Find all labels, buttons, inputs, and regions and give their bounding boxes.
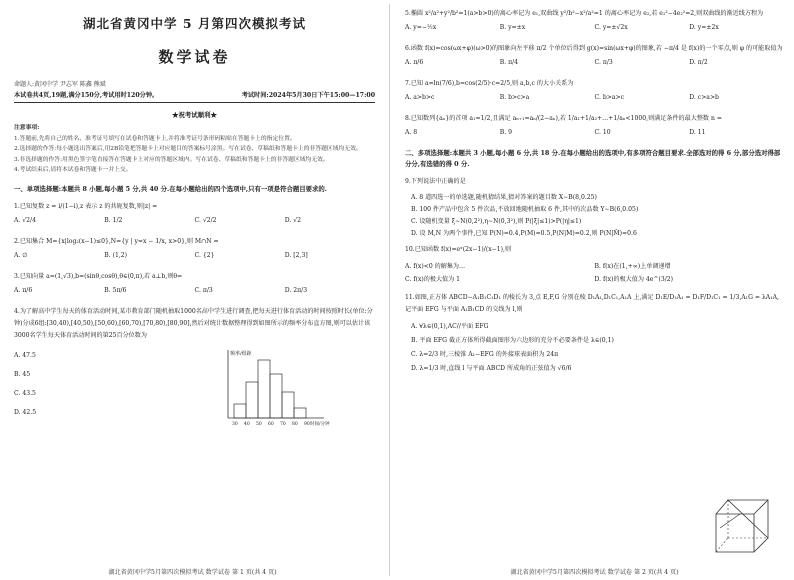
x-tick-label: 80 [292,421,298,427]
cube-edge [754,500,768,514]
page-divider [389,4,390,576]
option: C. √2/2 [194,216,217,224]
option: B. 1/2 [104,216,123,224]
x-tick-label: 60 [268,421,274,427]
question-11-options [411,320,711,376]
option: C. f(x)的极大值为 1 [405,276,461,283]
x-tick-label: 30 [232,421,238,427]
option: C. 43.5 [14,389,36,397]
option: C. π/3 [594,59,613,66]
option: C. π/3 [194,286,213,294]
option: D. c>a>b [689,94,719,101]
question-2-options [14,252,375,259]
authors-line: 命题人:黄冈中学 尹志军 陈鑫 熊斌 [14,81,106,88]
question-8: 8.已知数列{aₙ}的首项 a₁=1/2,且满足 aₙ₊₁=aₙ/(2−aₙ),若 1/a₁+1/a₂+…+1/aₙ<1000,则满足条件的最大整数 n = [405,115,722,122]
option: C. b>a>c [594,94,624,101]
question-5: 5.椭圆 x²/a²+y²/b²=1(a>b>0)的离心率记为 e₁,双曲线 y²/b²−x²/a²=1 的离心率记为 e₂,若 e₁²−4e₂²=2,则双曲线的渐近线方程为 [405,10,764,17]
option: B. 45 [14,370,31,378]
option: A. 8 道四选一的单选题,随机猜结果,猜对答案的题目数 X∼B(8,0.25) [411,194,597,201]
y-axis-label: 频率/组距 [230,350,252,357]
question-6-options [405,59,784,66]
option: D. 2π/3 [284,286,308,294]
question-4-body [14,346,375,428]
option: B. 平面 EFG 截正方体所得截面图形为六边形的充分不必要条件是 λ∈(0,1) [411,337,614,344]
section-1-heading: 一、单项选择题:本题共 8 小题,每小题 5 分,共 40 分.在每小题给出的四个选项中,只有一项是符合题目要求的. [14,184,328,193]
question-6: 6.函数 f(x)=cos(ωx+φ)(ω>0)的图象向左平移 π/2 个单位后得到 g(x)=sin(ωx+φ)的图象,若 −π/4 是 f(x)的一个零点,则 φ 的可能取值为 [405,45,783,52]
histogram-bar [258,360,270,418]
exam-info [14,90,375,103]
option: B. y=±x [499,24,526,31]
question-7-options [405,94,784,101]
frequency-histogram [214,346,334,428]
option: A. y=−½x [405,24,437,31]
notice-item: 1.答题前,先将自己的姓名、准考证号填写在试卷和答题卡上,并将准考证号条形码粘贴在答题卡上的指定位置。 [14,135,296,142]
option: C. λ=2/3 时,三棱锥 A₁−EFG 的外接球表面积为 24π [411,351,559,358]
notice-header: 注意事项: [14,125,40,131]
notice-title: ★祝考试顺利★ [172,111,217,119]
notice-item: 2.选择题的作答:每小题选出答案后,用2B铅笔把答题卡上对应题目的答案标号涂黑。写在试卷、草稿纸和答题卡上的非答题区域均无效。 [14,146,362,152]
question-10: 10.已知函数 f(x)=eˣ(2x−1)/(x−1),则 [405,246,512,253]
histogram-bar [282,392,294,418]
question-7: 7.已知 a=ln(7/6),b=cos(2/5)·c=2/5,则 a,b,c 的大小关系为 [405,80,574,87]
notice-item: 4.考试结束后,请将本试卷和答题卡一并上交。 [14,167,132,173]
option: C. 10 [594,129,611,136]
cube-hidden-edge [716,538,728,552]
option: C. y=±√2x [594,24,628,31]
x-tick-label: 50 [256,421,262,427]
option: B. f(x)在(1,+∞)上单调递增 [594,263,671,270]
question-2: 2.已知集合 M={x|log₂(x−1)≤0},N={y | y=x − 1/x, x>0},则 M∩N = [14,237,219,245]
question-11: 11.如图,正方体 ABCD−A₁B₁C₁D₁ 的棱长为 3,点 E,F,G 分别在棱 D₁A₁,D₁C₁,A₁A 上,满足 D₁E/D₁A₁ = D₁F/D₁C₁ = 1/3,A₁G = λA₁A,记平面 EFG 与平面 A₁B₁CD 的交线为 l,则 [405,294,779,313]
question-3: 3.已知向量 a=(1,√3),b=(sinθ,cosθ),θ∈(0,π),若 a⊥b,则θ= [14,272,183,280]
question-3-options [14,287,375,294]
page-1 [0,0,385,580]
question-10-options [405,260,784,286]
section-line [720,514,740,528]
exam-title: 湖北省黄冈中学 5 月第四次模拟考试 [83,16,306,31]
page-footer: 湖北省黄冈中学5月第四次模拟考试 数学试卷 第 1 页(共 4 页) [108,569,277,576]
histogram-bar [294,408,306,418]
x-tick-label: 90 [304,421,310,427]
x-tick-label: 40 [244,421,250,427]
option: B. 5π/6 [104,286,127,294]
cube-figure [710,492,776,558]
option: A. ∀λ∈(0,1),AC//平面 EFG [411,323,489,330]
option: A. a>b>c [405,94,435,101]
exam-info-right: 考试时间:2024年5月30日下午15:00—17:00 [241,92,375,99]
question-4-options [14,346,214,428]
option: D. 设 M,N 为两个事件,已知 P(N)=0.4,P(M)=0.5,P(N|M)=0.2,则 P(N|M̄)=0.6 [411,230,637,237]
option: D. λ=1/3 时,直线 l 与平面 ABCD 所成角的正弦值为 √6/6 [411,365,572,372]
question-5-options [405,24,784,31]
option: A. f(x)<0 的解集为… [405,263,466,270]
option: D. y=±2x [689,24,719,31]
subject-title: 数学试卷 [158,48,231,66]
option: D. √2 [284,216,302,224]
option: C. {2} [194,251,215,259]
option: A. 8 [405,129,418,136]
option: A. π/6 [405,59,424,66]
question-1: 1.已知复数 z = i/(1−i),z 表示 z 的共轭复数,则|z| = [14,202,158,210]
notice-item: 3.非选择题的作答:用黑色签字笔直接答在答题卡上对应的答题区域内。写在试卷、草稿纸和答题卡上的非答题区域均无效。 [14,156,329,163]
option: B. 100 件产品中包含 5 件次品,不放回地随机抽取 6 件,其中的次品数 Y∼B(6,0.05) [411,206,639,213]
question-1-options [14,217,375,224]
question-4: 4.为了解高中学生每天的体育活动时间,某市教育部门随机抽取1000名高中学生进行调查,把每天进行体育活动的时间按照时长(单位:分钟)分成6组:[30,40),[40,50),[50,60),[60,70),[70,80),[80,90],然后对统计数据整理得到如图所示的频率分布直方图,则可以估计该3000名学生每天体育活动时间的第25百分位数为 [14,307,373,339]
option: A. π/6 [14,286,33,294]
option: B. π/4 [499,59,519,66]
histogram-bar [246,382,258,418]
option: B. (1,2) [104,251,128,259]
question-9-options [411,192,784,240]
option: D. [2,3] [284,251,308,259]
option: D. f(x)的极大值为 4e^(3/2) [594,276,674,283]
cube-edge [716,500,728,514]
option: C. 设随机变量 ξ∼N(0,2²),η∼N(0,3²),则 P(|ξ|≤1)>P(|η|≤1) [411,218,582,225]
option: D. π/2 [689,59,708,66]
cube-edge [754,538,768,552]
histogram-bar [270,374,282,418]
option: A. √2/4 [14,216,36,224]
option: A. ∅ [14,251,28,259]
page-2 [395,0,794,580]
histogram-bar [234,404,246,418]
question-8-options [405,129,784,136]
notice-block [14,123,375,176]
section-2-heading: 二、多项选择题:本题共 3 小题,每小题 6 分,共 18 分.在每小题给出的选项中,有多项符合题目要求.全部选对的得 6 分,部分选对得部分分,有选错的得 0 分. [405,149,781,168]
x-axis-label: 时间/分钟 [310,421,330,427]
option: D. 11 [689,129,706,136]
x-tick-label: 70 [280,421,286,427]
page-footer: 湖北省黄冈中学5月第四次模拟考试 数学试卷 第 2 页(共 4 页) [510,569,679,576]
question-9: 9.下列说法中正确的是 [405,178,466,185]
exam-info-left: 本试卷共4页,19题,满分150分,考试用时120分钟。 [14,92,159,99]
option: A. 47.5 [14,351,36,359]
option: B. b>c>a [499,94,530,101]
option: B. 9 [499,129,512,136]
option: D. 42.5 [14,408,37,416]
